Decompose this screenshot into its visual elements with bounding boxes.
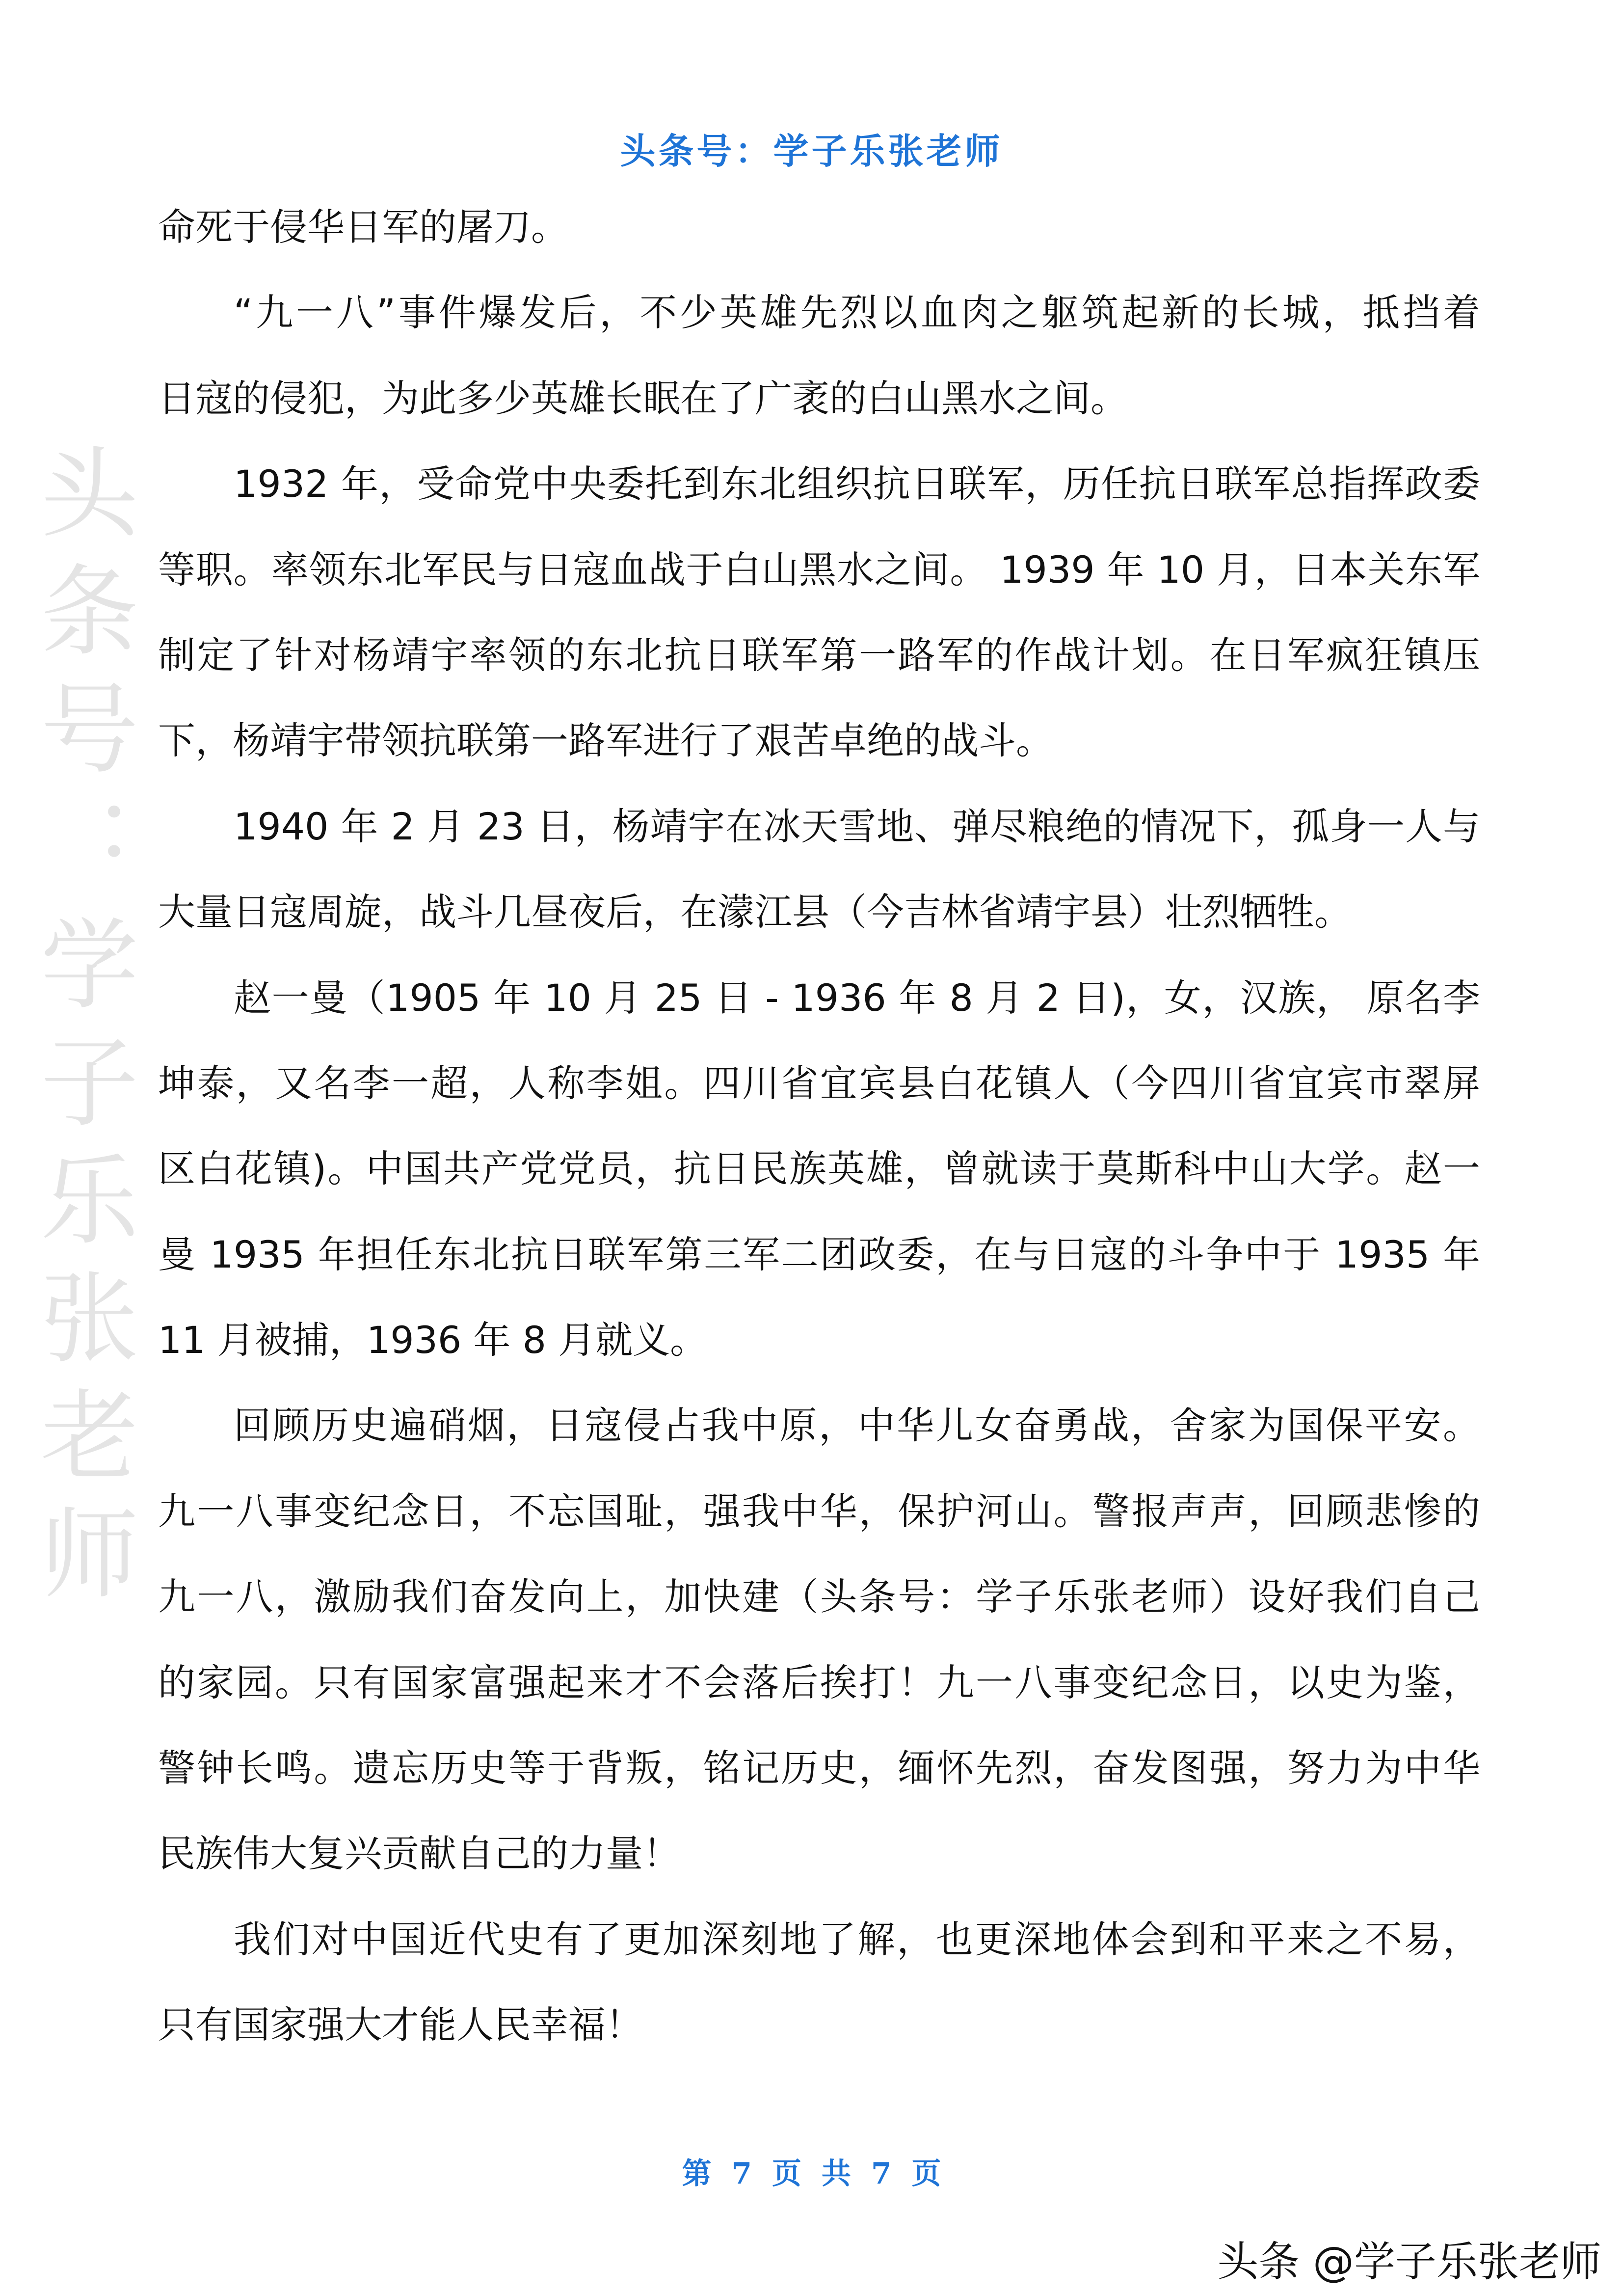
text-line: 赵一曼（1905 年 10 月 25 日 - 1936 年 8 月 2 日)，女，汉族， 原名李 xyxy=(234,975,1480,1020)
text-line: 11 月被捕，1936 年 8 月就义。 xyxy=(158,1318,708,1362)
text-line: 只有国家强大才能人民幸福！ xyxy=(158,2003,643,2047)
text-line: 回顾历史遍硝烟，日寇侵占我中原，中华儿女奋勇战，舍家为国保平安。 xyxy=(234,1404,1480,1448)
text-line: 民族伟大复兴贡献自己的力量！ xyxy=(158,1832,680,1876)
source-watermark: 头条 @学子乐张老师 xyxy=(1217,2238,1601,2286)
text-line: 坤泰，又名李一超，人称李姐。四川省宜宾县白花镇人（今四川省宜宾市翠屏 xyxy=(158,1061,1480,1105)
text-line: 警钟长鸣。遗忘历史等于背叛，铭记历史，缅怀先烈，奋发图强，努力为中华 xyxy=(158,1746,1480,1790)
diagonal-watermark: 头条号：学子乐张老师 xyxy=(24,442,138,1620)
text-line: 制定了针对杨靖宇率领的东北抗日联军第一路军的作战计划。在日军疯狂镇压 xyxy=(158,633,1480,677)
text-line: 1940 年 2 月 23 日，杨靖宇在冰天雪地、弹尽粮绝的情况下，孤身一人与 xyxy=(234,804,1480,848)
text-line: “九一八”事件爆发后，不少英雄先烈以血肉之躯筑起新的长城，抵挡着 xyxy=(234,291,1480,335)
text-line: 命死于侵华日军的屠刀。 xyxy=(158,205,568,249)
text-line: 等职。率领东北军民与日寇血战于白山黑水之间。 1939 年 10 月，日本关东军 xyxy=(158,547,1480,592)
text-line: 九一八，激励我们奋发向上，加快建（头条号：学子乐张老师）设好我们自己 xyxy=(158,1575,1480,1619)
text-line: 下，杨靖宇带领抗联第一路军进行了艰苦卓绝的战斗。 xyxy=(158,719,1053,763)
page-header: 头条号：学子乐张老师 xyxy=(620,130,1003,172)
text-line: 九一八事变纪念日，不忘国耻，强我中华，保护河山。警报声声，回顾悲惨的 xyxy=(158,1489,1480,1533)
text-line: 大量日寇周旋，战斗几昼夜后，在濛江县（今吉林省靖宇县）壮烈牺牲。 xyxy=(158,890,1352,934)
document-body xyxy=(158,185,1480,2068)
text-line: 的家园。只有国家富强起来才不会落后挨打！九一八事变纪念日，以史为鉴， xyxy=(158,1660,1480,1704)
text-line: 我们对中国近代史有了更加深刻地了解，也更深地体会到和平来之不易， xyxy=(234,1917,1480,1961)
page-number: 第 7 页 共 7 页 xyxy=(682,2157,941,2191)
text-line: 区白花镇)。中国共产党党员，抗日民族英雄，曾就读于莫斯科中山大学。赵一 xyxy=(158,1147,1480,1191)
text-line: 日寇的侵犯，为此多少英雄长眠在了广袤的白山黑水之间。 xyxy=(158,376,1128,420)
text-line: 曼 1935 年担任东北抗日联军第三军二团政委，在与日寇的斗争中于 1935 年 xyxy=(158,1232,1480,1276)
text-line: 1932 年，受命党中央委托到东北组织抗日联军，历任抗日联军总指挥政委 xyxy=(234,462,1480,506)
